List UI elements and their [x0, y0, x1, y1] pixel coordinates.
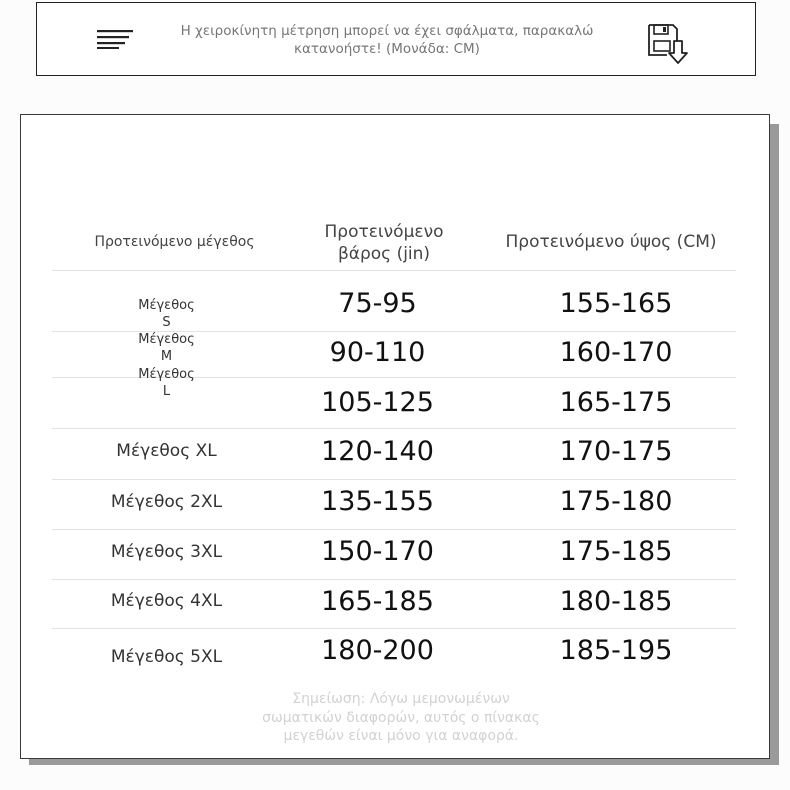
header-weight-line-1: Προτεινόμενο — [324, 222, 444, 242]
header-weight-line-2: βάρος (jin) — [337, 244, 431, 264]
weight-cell: 165-185 — [321, 586, 434, 617]
notice-line-1: Η χειροκίνητη μέτρηση μπορεί να έχει σφάλματα, παρακαλώ — [180, 23, 594, 39]
size-label-4xl: Μέγεθος 4XL — [110, 591, 223, 611]
measurement-notice — [157, 22, 617, 58]
size-word: Μέγεθος — [138, 332, 195, 347]
hamburger-menu-icon[interactable] — [97, 29, 135, 49]
table-divider — [52, 479, 736, 480]
size-label-2xl: Μέγεθος 2XL — [110, 492, 223, 512]
size-word: Μέγεθος — [138, 298, 195, 313]
height-cell: 160-170 — [559, 337, 673, 368]
weight-cell: 150-170 — [321, 536, 434, 567]
weight-cell: 75-95 — [338, 288, 417, 319]
weight-cell: 180-200 — [321, 635, 434, 666]
size-code: S — [162, 315, 171, 330]
height-cell: 165-175 — [559, 387, 673, 418]
reference-footnote — [220, 690, 582, 746]
size-label-m — [44, 331, 289, 365]
header-recommended-weight — [298, 221, 470, 265]
height-cell: 180-185 — [559, 586, 673, 617]
table-divider — [52, 529, 736, 530]
height-cell: 175-180 — [559, 486, 673, 517]
height-cell: 155-165 — [559, 288, 673, 319]
header-recommended-height: Προτεινόμενο ύψος (CM) — [505, 232, 717, 252]
weight-cell: 135-155 — [321, 486, 434, 517]
save-download-icon[interactable] — [647, 21, 691, 65]
height-cell: 170-175 — [559, 436, 673, 467]
table-divider — [52, 579, 736, 580]
weight-cell: 90-110 — [329, 337, 426, 368]
size-label-5xl: Μέγεθος 5XL — [110, 647, 223, 667]
table-divider — [52, 428, 736, 429]
size-label-3xl: Μέγεθος 3XL — [110, 542, 223, 562]
notice-line-2: κατανοήστε! (Μονάδα: CM) — [294, 41, 480, 57]
size-label-xl: Μέγεθος XL — [116, 441, 217, 461]
table-divider — [52, 628, 736, 629]
size-label-s — [44, 297, 289, 331]
table-divider — [52, 270, 736, 271]
weight-cell: 105-125 — [321, 387, 434, 418]
size-word: Μέγεθος — [138, 367, 195, 382]
height-cell: 175-185 — [559, 536, 673, 567]
footnote-line-2: σωματικών διαφορών, αυτός ο πίνακας — [262, 709, 540, 726]
size-code: M — [160, 349, 173, 364]
header-recommended-size: Προτεινόμενο μέγεθος — [94, 234, 255, 250]
height-cell: 185-195 — [559, 635, 673, 666]
notice-header — [36, 2, 756, 76]
footnote-line-1: Σημείωση: Λόγω μεμονωμένων — [292, 691, 510, 707]
footnote-line-3: μεγεθών είναι μόνο για αναφορά. — [283, 728, 519, 744]
weight-cell: 120-140 — [321, 436, 434, 467]
size-code: L — [162, 384, 171, 399]
size-label-l — [44, 366, 289, 400]
